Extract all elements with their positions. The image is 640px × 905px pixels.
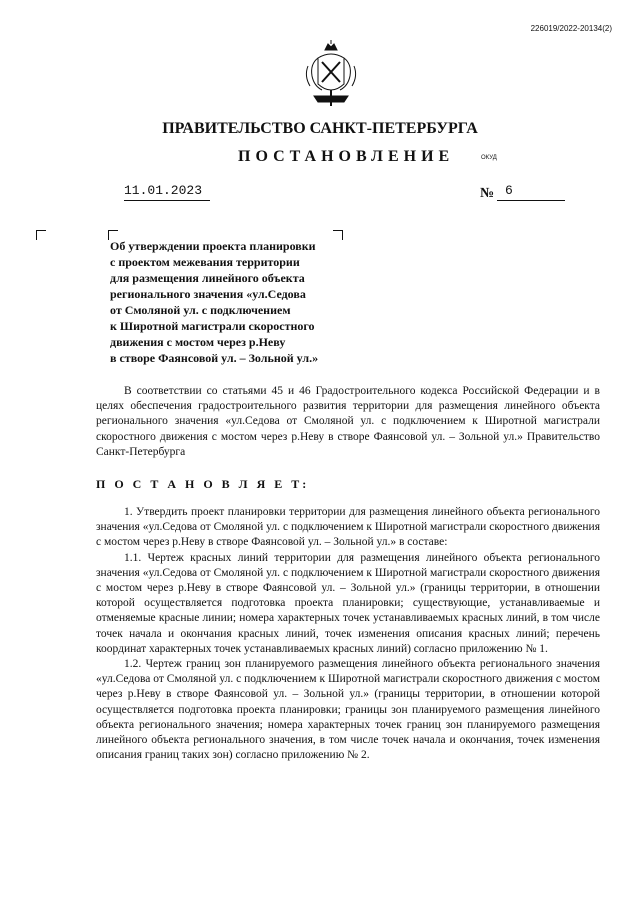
decree-item: 1. Утвердить проект планировки территории для размещения линейного объекта регионального значения «ул.Седова от Смоляной ул. с подключением к Широтной магистрали скоростного движения с мостом через р.Неву в створе Фаянсовой ул. – Зольной ул.» в составе: [96,506,600,549]
coat-of-arms-emblem [300,40,362,108]
decree-item: 1.2. Чертеж границ зон планируемого размещения линейного объекта регионального значения «ул.Седова от Смоляной ул. с подключением к Широтной магистрали скоростного движения с мостом через р.Неву в створе Фаянсовой ул. – Зольной ул.» (границы территории, в отношении которой осуществляется подготовка проекта планировки; границы зон планируемого размещения линейного объекта регионального значения; номера характерных точек границ зон планируемого размещения линейного объекта регионального значения, в том числе точек начала и окончания, точек изменения описания границ таких зон) согласно приложению № 2. [96,658,600,762]
document-type-title: ПОСТАНОВЛЕНИЕ [238,148,455,165]
subject-line: движения с мостом через р.Неву [110,335,286,349]
intro-paragraph: В соответствии со статьями 45 и 46 Градостроительного кодекса Российской Федерации и в целях обеспечения градостроительного развития территории для размещения линейного объекта регионального значения «ул.Седова от Смоляной ул. с подключением к Широтной магистрали скоростного движения с мостом через р.Неву в створе Фаянсовой ул. – Зольной ул.» Правительство Санкт-Петербурга [96,385,600,458]
subject-line: для размещения линейного объекта [110,271,305,285]
document-registration-number: 226019/2022-20134(2) [530,24,612,33]
subject-line: в створе Фаянсовой ул. – Зольной ул.» [110,351,319,365]
subject-line: регионального значения «ул.Седова [110,287,306,301]
okud-label: ОКУД [481,155,497,161]
subject-line: Об утверждении проекта планировки [110,239,316,253]
decree-items [96,505,600,763]
document-number: 6 [497,183,565,201]
corner-mark [36,230,46,240]
subject-line: от Смоляной ул. с подключением [110,303,291,317]
subject-line: с проектом межевания территории [110,255,300,269]
decree-item: 1.1. Чертеж красных линий территории для размещения линейного объекта регионального значения «ул.Седова от Смоляной ул. с подключением к Широтной магистрали скоростного движения с мостом через р.Неву в створе Фаянсовой ул. – Зольной ул.» (границы территории, в отношении которой осуществляется подготовка проекта планировки; существующие, устанавливаемые и отменяемые красные линии; номера характерных точек устанавливаемых красных линий, в том числе точек начала и окончания красных линий, точек изменения описания красных линий; перечень координат характерных точек устанавливаемых красных линий) согласно приложению № 1. [96,551,600,655]
government-title: ПРАВИТЕЛЬСТВО САНКТ-ПЕТЕРБУРГА [162,120,478,137]
document-date: 11.01.2023 [124,183,210,201]
intro-section [96,384,600,460]
number-label: № [480,186,495,201]
document-subject [110,238,350,366]
subject-line: к Широтной магистрали скоростного [110,319,315,333]
decree-heading: П О С Т А Н О В Л Я Е Т: [96,477,310,491]
